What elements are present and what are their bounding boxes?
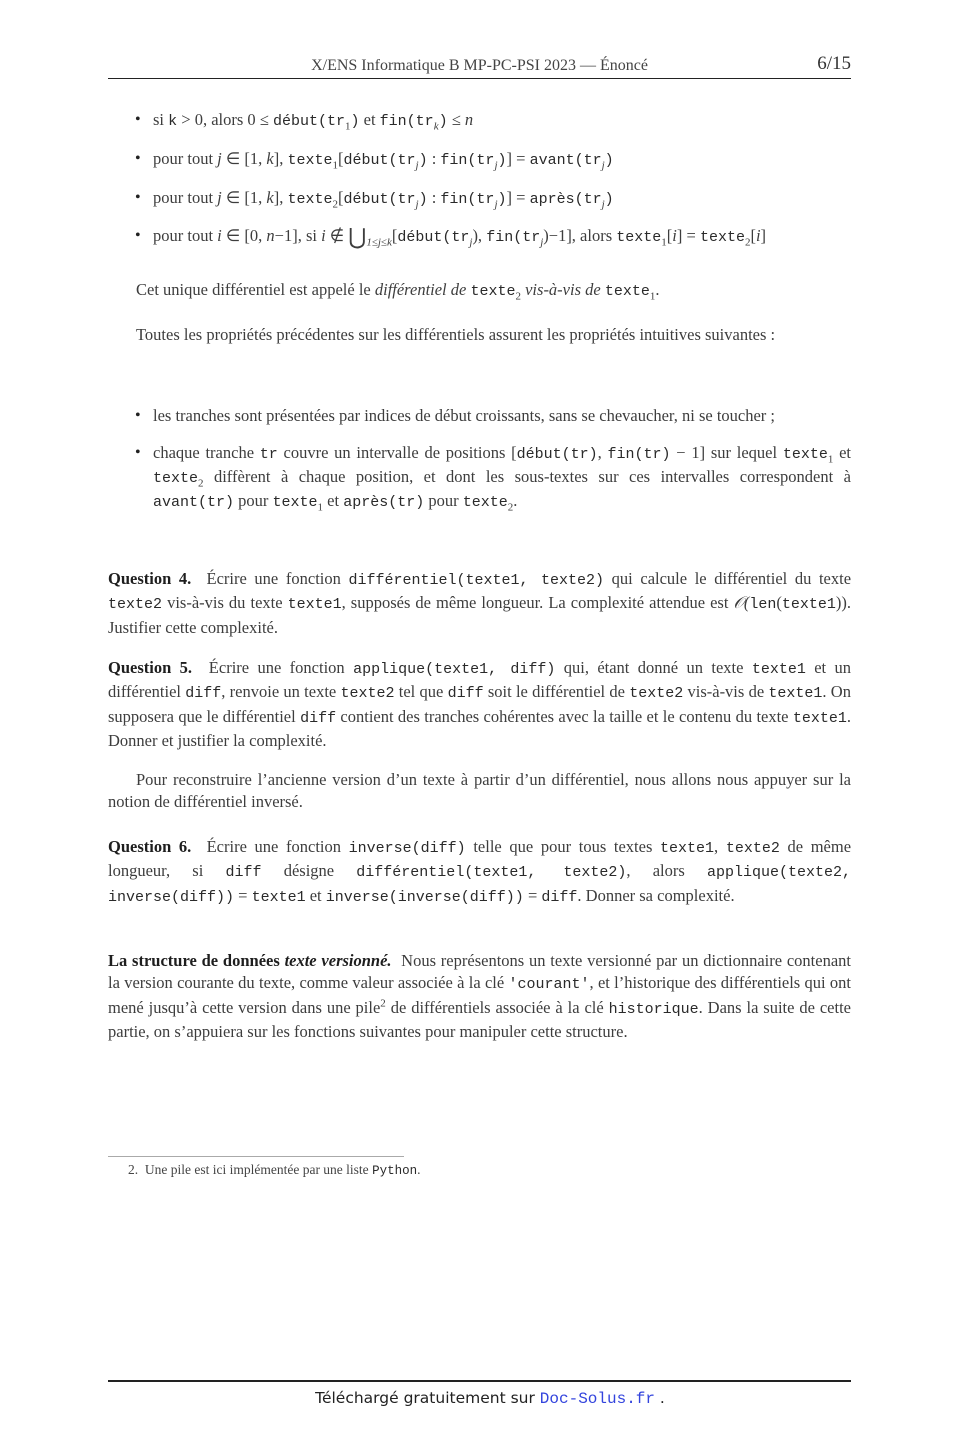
paragraph-properties: Toutes les propriétés précédentes sur les différentiels assurent les propriétés intuitives suivantes :	[136, 325, 776, 344]
header-title: X/ENS Informatique B MP-PC-PSI 2023 — Énoncé	[311, 57, 648, 74]
question-4: Question 4. Écrire une fonction différentiel(texte1, texte2) qui calcule le différentiel du texte texte2 vis-à-vis du texte texte1, supposés de même longueur. La complexité attendue est 𝒪(len(texte1)). Justifier cette complexité.	[108, 569, 852, 637]
footer-divider	[108, 1380, 851, 1382]
question-label: Question 6.	[108, 837, 192, 856]
paragraph-rebuild: Pour reconstruire l’ancienne version d’un texte à partir d’un différentiel, nous allons nous appuyer sur la notion de différentiel inversé.	[108, 770, 851, 812]
condition-item: • pour tout j ∈ [1, k], $texte_2[début(tr_j)$ : $fin(tr_j)$] = $après(tr_j)$	[108, 187, 851, 211]
question-label: Question 4.	[108, 569, 192, 588]
page-footer: Téléchargé gratuitement sur Doc-Solus.fr .	[315, 1389, 665, 1408]
condition-item: • si k > 0, alors $0 \le début(tr_1)$ et $fin(tr_k) \le n$	[108, 109, 851, 133]
property-item: • chaque tranche tr couvre un intervalle de positions [début(tr), fin(tr) − 1] sur lequel texte$_1$ et texte$_2$ diffèrent à chaque position, et dont les sous-textes sur ces intervalles correspondent à avant(tr) pour texte$_1$ et après(tr) pour texte$_2$.	[108, 442, 851, 515]
question-5: Question 5. Écrire une fonction applique(texte1, diff) qui, étant donné un texte texte1 et un différentiel diff, renvoie un texte texte2 tel que diff soit le différentiel de texte2 vis-à-vis de texte1. On supposera que le différentiel diff contient des tranches cohérentes avec la taille et le contenu du texte texte1. Donner et justifier la complexité.	[108, 658, 851, 750]
footnote-ref[interactable]: 2	[380, 997, 386, 1010]
page-number: 6/15	[817, 53, 851, 74]
footnote-number: 2.	[128, 1162, 139, 1177]
question-label: Question 5.	[108, 658, 193, 677]
conditions-list	[108, 109, 851, 250]
condition-item: • pour tout i ∈ [0, n−1], si i ∉ $⋃_{1\le j\le k}[début(tr_j)$, $fin(tr_j)-1$], alors texte$_1$[i] = texte$_2$[i]	[108, 225, 851, 249]
paragraph-unique-differential: Cet unique différentiel est appelé le différentiel de texte$_2$ vis-à-vis de texte$_1$.	[136, 280, 660, 303]
page-header	[108, 54, 851, 79]
condition-item: • pour tout j ∈ [1, k], $texte_1[début(tr_j)$ : $fin(tr_j)$] = $avant(tr_j)$	[108, 148, 851, 172]
doc-solus-link[interactable]: Doc-Solus.fr	[539, 1390, 655, 1408]
intuitive-properties-list	[108, 405, 851, 515]
footnote: 2. Une pile est ici implémentée par une liste Python.	[128, 1162, 421, 1178]
structure-heading: La structure de données texte versionné.	[108, 951, 392, 970]
union-symbol: ⋃	[348, 224, 367, 250]
question-6: Question 6. Écrire une fonction inverse(diff) telle que pour tous textes texte1, texte2 de même longueur, si diff désigne différentiel(texte1, texte2), alors applique(texte2, inverse(diff)) = texte1 et inverse(inverse(diff)) = diff. Donner sa complexité.	[108, 837, 852, 906]
structure-paragraph: La structure de données texte versionné. Nous représentons un texte versionné par un dictionnaire contenant la version courante du texte, comme valeur associée à la clé 'courant', et l’historique des différentiels qui ont mené jusqu’à cette version dans une pile$^2$ de différentiels associée à la clé historique. Dans la suite de cette partie, on s’appuiera sur les fonctions suivantes pour manipuler cette structure.	[108, 951, 852, 1041]
footnote-divider	[108, 1156, 404, 1157]
property-item: • les tranches sont présentées par indices de début croissants, sans se chevaucher, ni se toucher ;	[108, 405, 851, 427]
